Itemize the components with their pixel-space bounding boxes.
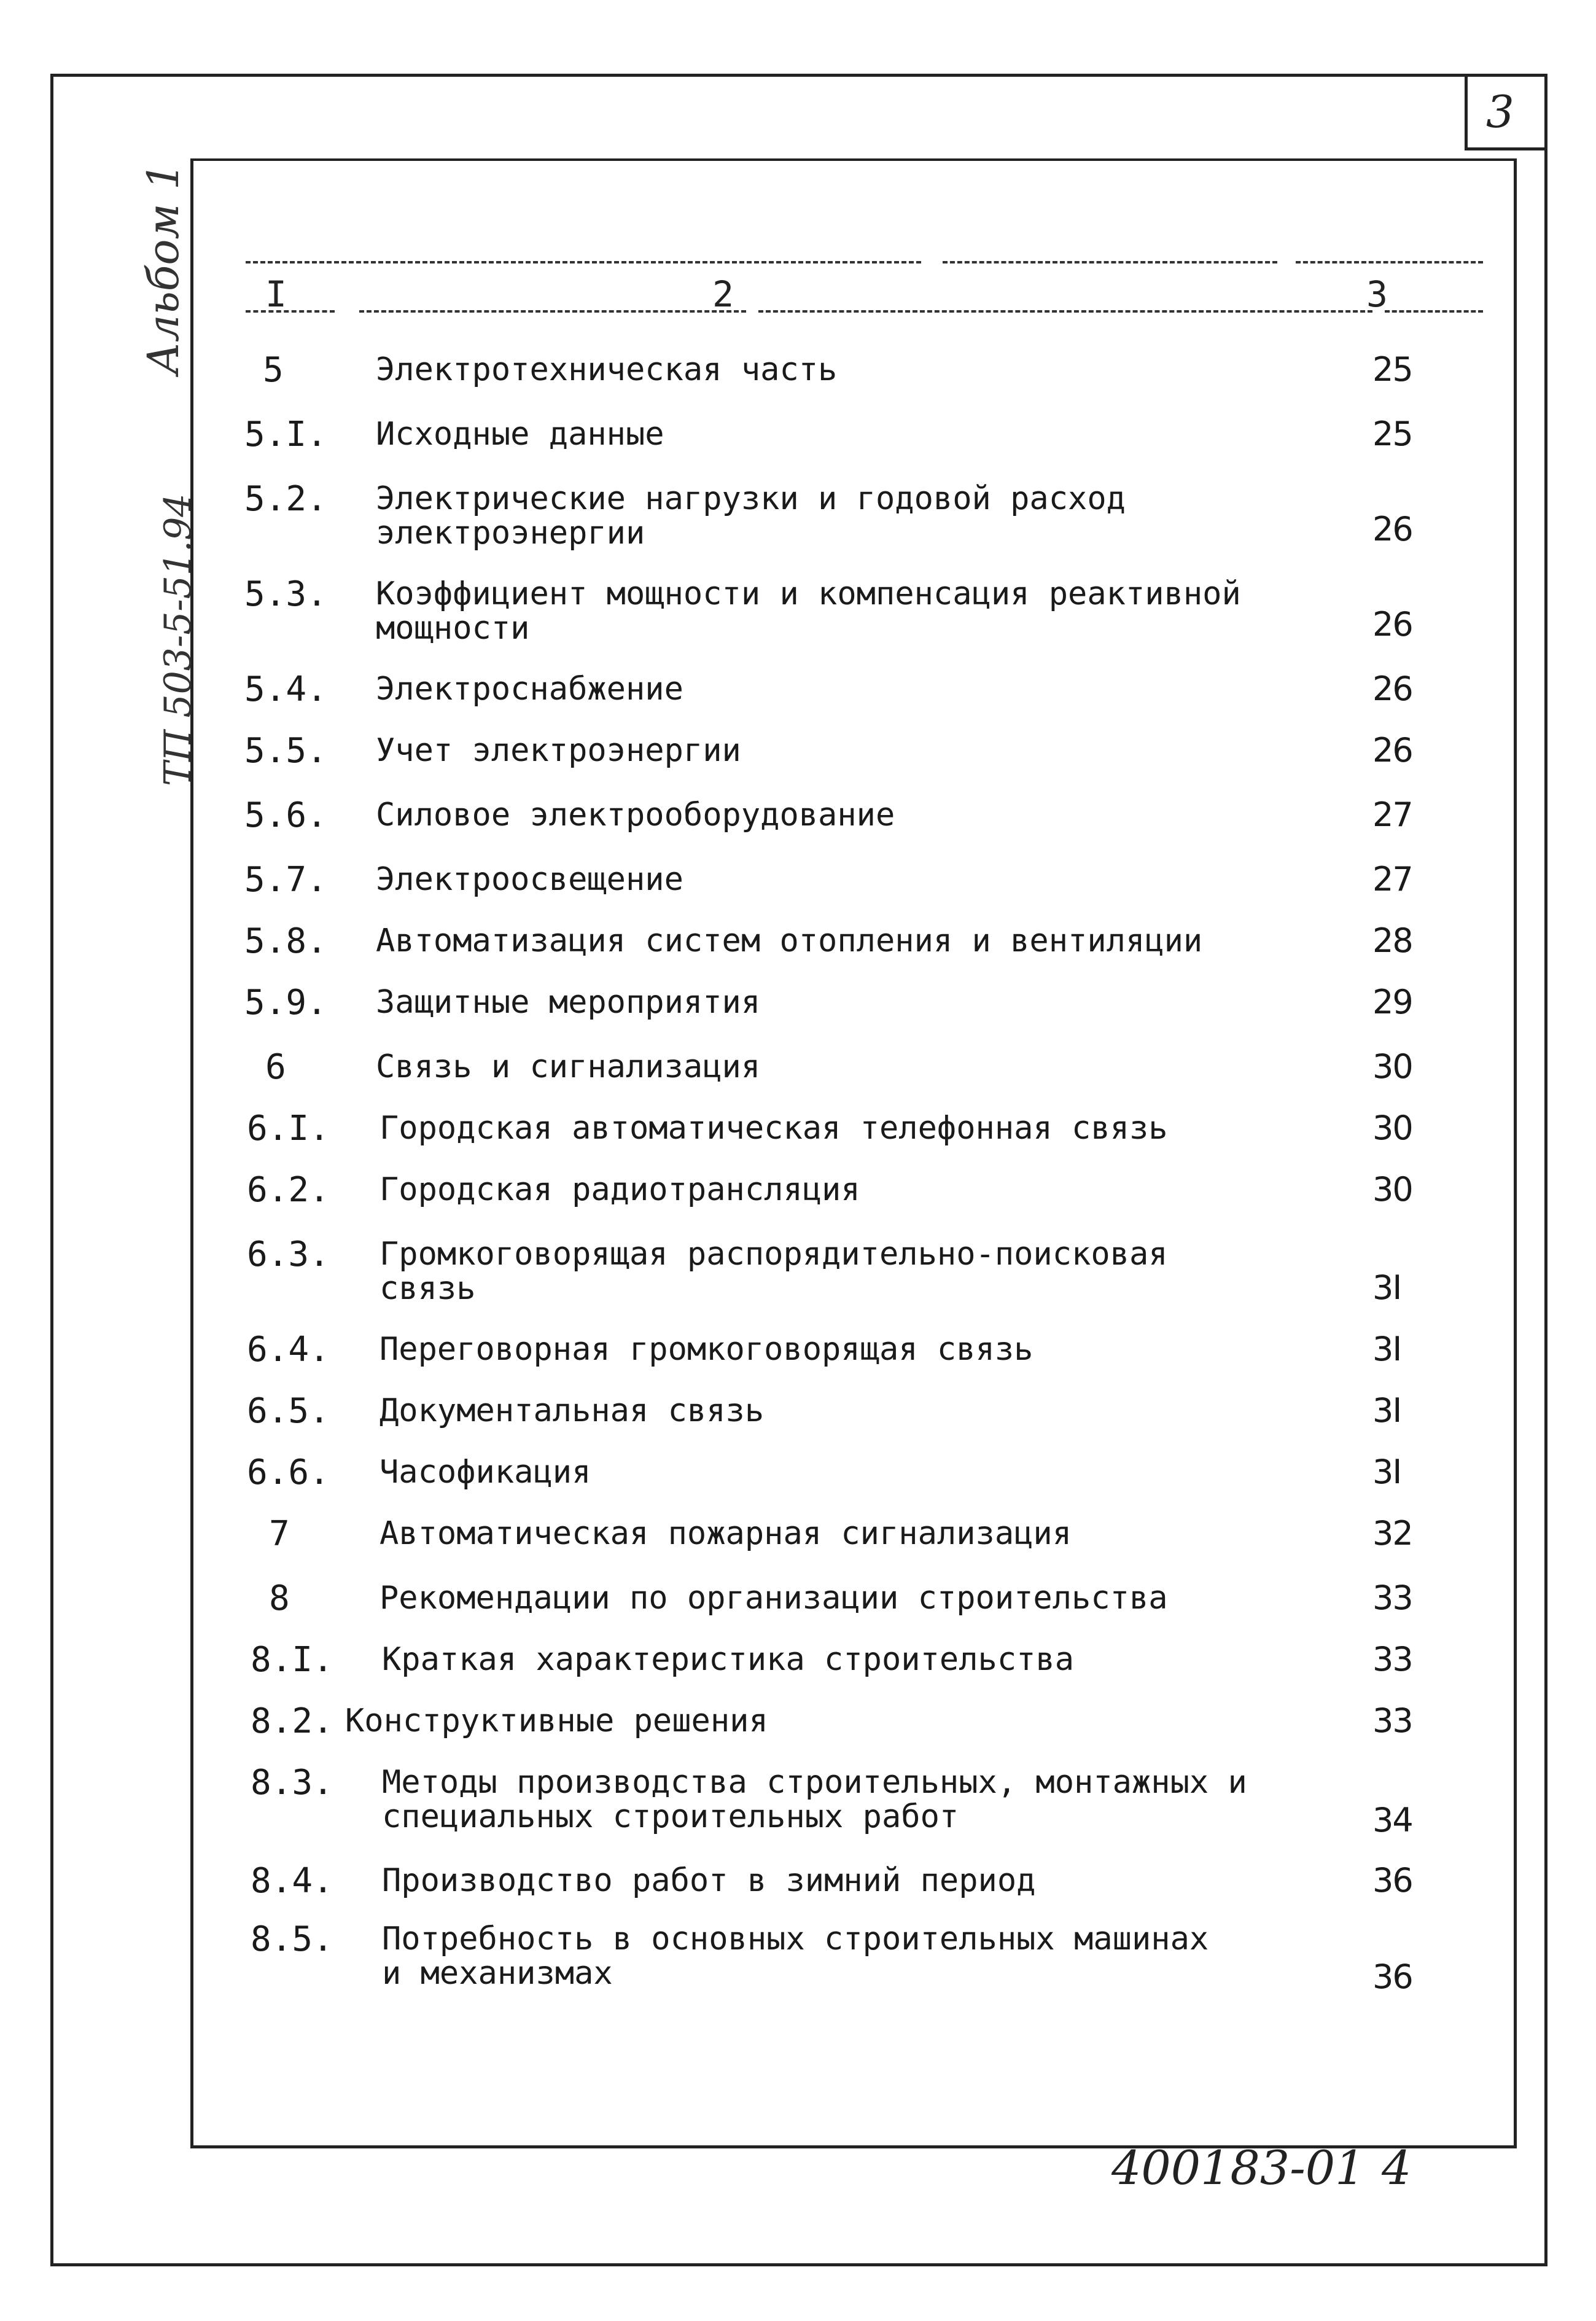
header-top-rule: [246, 261, 921, 263]
inner-frame: [190, 158, 1517, 2148]
toc-title: Электрические нагрузки и годовой расход электроэнергии: [376, 480, 1126, 552]
toc-number: 5.9.: [244, 983, 327, 1023]
toc-page: 25: [1372, 415, 1412, 453]
toc-number: 5.5.: [244, 731, 327, 771]
toc-number: 6.4.: [247, 1330, 330, 1370]
header-top-rule: [1296, 261, 1483, 263]
toc-page: 29: [1372, 983, 1412, 1021]
toc-page: 33: [1372, 1701, 1412, 1740]
header-bottom-rule: [246, 310, 335, 313]
toc-number: 8.5.: [251, 1919, 333, 1959]
toc-number: 5.7.: [244, 860, 327, 900]
toc-page: 30: [1372, 1170, 1412, 1209]
toc-page: 3I: [1372, 1453, 1401, 1491]
toc-page: 32: [1372, 1514, 1412, 1553]
document-code: 400183-01: [1111, 2140, 1365, 2195]
header-bottom-rule: [359, 310, 746, 313]
toc-page: 26: [1372, 669, 1412, 708]
toc-page: 26: [1372, 731, 1412, 770]
toc-page: 30: [1372, 1109, 1412, 1147]
column-header-2: 2: [712, 273, 734, 315]
toc-page: 3I: [1372, 1268, 1401, 1307]
toc-page: 26: [1372, 605, 1412, 644]
toc-page: 26: [1372, 510, 1412, 548]
toc-page: 3I: [1372, 1391, 1401, 1430]
toc-number: 6.3.: [247, 1235, 330, 1274]
toc-title: Рекомендации по организации строительства: [380, 1580, 1168, 1617]
toc-title: Потребность в основных строительных машинах и механизмах: [382, 1921, 1209, 1992]
page-number: 3: [1486, 86, 1514, 138]
toc-page: 36: [1372, 1957, 1412, 1996]
toc-number: 5.6.: [244, 795, 327, 835]
toc-page: 33: [1372, 1578, 1412, 1617]
toc-title: Автоматическая пожарная сигнализация: [380, 1515, 1072, 1552]
toc-number: 5.3.: [244, 574, 327, 614]
toc-title: Электротехническая часть: [376, 351, 838, 388]
header-bottom-rule: [758, 310, 1372, 313]
toc-page: 36: [1372, 1861, 1412, 1900]
toc-title: Городская радиотрансляция: [380, 1171, 860, 1208]
toc-title: Городская автоматическая телефонная связь: [380, 1110, 1168, 1147]
toc-title: Производство работ в зимний период: [382, 1862, 1036, 1899]
toc-number: 8: [269, 1578, 290, 1618]
toc-number: 8.3.: [251, 1763, 333, 1803]
toc-page: 34: [1372, 1801, 1412, 1839]
toc-number: 5.8.: [244, 921, 327, 961]
toc-title: Переговорная громкоговорящая связь: [380, 1331, 1034, 1368]
toc-title: Конструктивные решения: [345, 1703, 768, 1739]
toc-number: 5: [263, 350, 284, 390]
toc-title: Электроосвещение: [376, 861, 683, 898]
toc-number: 8.I.: [251, 1640, 333, 1680]
toc-title: Исходные данные: [376, 416, 664, 453]
toc-page: 3I: [1372, 1330, 1401, 1368]
toc-title: Громкоговорящая распорядительно-поисковая связь: [380, 1236, 1168, 1307]
toc-number: 6.6.: [247, 1453, 330, 1492]
toc-title: Коэффициент мощности и компенсация реактивной мощности: [376, 575, 1241, 647]
toc-number: 6: [265, 1047, 286, 1087]
toc-page: 30: [1372, 1047, 1412, 1086]
column-header-1: I: [265, 273, 287, 315]
toc-number: 5.4.: [244, 669, 327, 709]
toc-title: Силовое электрооборудование: [376, 797, 895, 833]
toc-number: 5.2.: [244, 479, 327, 519]
toc-number: 6.I.: [247, 1109, 330, 1149]
column-header-3: 3: [1366, 273, 1388, 315]
toc-page: 33: [1372, 1640, 1412, 1679]
sheet-number: 4: [1382, 2140, 1412, 2195]
toc-number: 6.5.: [247, 1391, 330, 1431]
header-bottom-rule: [1385, 310, 1483, 313]
toc-number: 6.2.: [247, 1170, 330, 1210]
toc-title: Учет электроэнергии: [376, 732, 741, 769]
toc-number: 5.I.: [244, 415, 327, 454]
toc-title: Связь и сигнализация: [376, 1048, 761, 1085]
toc-title: Краткая характеристика строительства: [382, 1641, 1075, 1678]
toc-title: Методы производства строительных, монтажных и специальных строительных работ: [382, 1764, 1247, 1835]
toc-title: Документальная связь: [380, 1392, 765, 1429]
toc-page: 28: [1372, 921, 1412, 960]
toc-page: 27: [1372, 795, 1412, 834]
side-label-code: ТП 503-5-51.94: [157, 493, 200, 786]
toc-title: Защитные мероприятия: [376, 984, 761, 1021]
header-top-rule: [943, 261, 1277, 263]
toc-number: 8.4.: [251, 1861, 333, 1901]
toc-page: 27: [1372, 860, 1412, 899]
toc-number: 7: [269, 1514, 290, 1554]
toc-title: Автоматизация систем отопления и вентиляции: [376, 923, 1203, 959]
toc-title: Электроснабжение: [376, 671, 683, 708]
side-label-album: Альбом 1: [138, 162, 189, 375]
toc-page: 25: [1372, 350, 1412, 389]
toc-number: 8.2.: [251, 1701, 333, 1741]
toc-title: Часофикация: [380, 1454, 591, 1491]
